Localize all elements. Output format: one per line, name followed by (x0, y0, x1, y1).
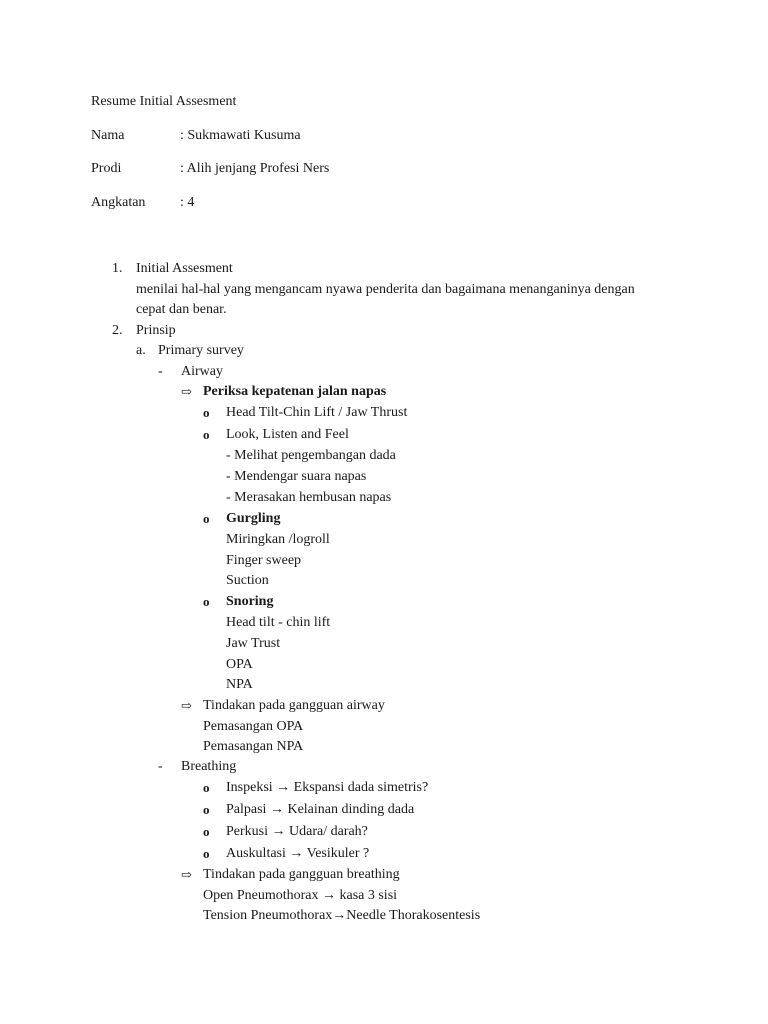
field-label-nama: Nama (91, 128, 125, 143)
item-text: Look, Listen and Feel (226, 427, 349, 442)
right-arrow-icon: → (289, 846, 304, 861)
item-text: Suction (226, 573, 269, 588)
list-number: 1. (112, 261, 123, 276)
item-detail: Udara/ darah? (289, 824, 368, 839)
item-text: - Mendengar suara napas (226, 469, 367, 484)
item-detail: Needle Thorakosentesis (346, 908, 481, 923)
item-text (226, 844, 369, 865)
list-item-title: Prinsip (136, 323, 176, 338)
sublist-letter: a. (136, 343, 146, 358)
item-text: - Merasakan hembusan napas (226, 490, 392, 505)
item-text (203, 886, 397, 907)
item-text: OPA (226, 657, 253, 672)
right-arrow-icon: → (271, 824, 286, 839)
circle-bullet: o (203, 594, 210, 609)
field-label-prodi: Prodi (91, 161, 122, 176)
dash-bullet: - (158, 759, 163, 774)
item-text: Tindakan pada gangguan breathing (203, 867, 400, 882)
right-arrow-icon: → (276, 780, 291, 795)
list-number: 2. (112, 323, 123, 338)
periksa-heading: Periksa kepatenan jalan napas (203, 384, 387, 399)
dash-bullet: - (158, 364, 163, 379)
section-breathing: Breathing (181, 759, 237, 774)
item-text: Jaw Trust (226, 636, 281, 651)
item-term: Open Pneumothorax (203, 888, 319, 903)
arrow-bullet-icon: ⇨ (181, 867, 192, 882)
item-heading-gurgling: Gurgling (226, 511, 281, 526)
item-text: Miringkan /logroll (226, 532, 330, 547)
item-term: Perkusi (226, 824, 268, 839)
arrow-bullet-icon: ⇨ (181, 384, 192, 399)
item-term: Tension Pneumothorax (203, 908, 333, 923)
circle-bullet: o (203, 802, 210, 817)
item-text: - Melihat pengembangan dada (226, 448, 396, 463)
item-term: Auskultasi (226, 846, 286, 861)
circle-bullet: o (203, 824, 210, 839)
list-item-title: Initial Assesment (136, 261, 233, 276)
right-arrow-icon: → (332, 908, 347, 923)
item-text (203, 906, 480, 927)
item-text: Pemasangan NPA (203, 739, 304, 754)
circle-bullet: o (203, 427, 210, 442)
item-heading-snoring: Snoring (226, 594, 274, 609)
item-text: Finger sweep (226, 553, 302, 568)
field-value-prodi: : Alih jenjang Profesi Ners (180, 161, 330, 176)
circle-bullet: o (203, 511, 210, 526)
circle-bullet: o (203, 780, 210, 795)
item-text: Head Tilt-Chin Lift / Jaw Thrust (226, 405, 408, 420)
document-title: Resume Initial Assesment (91, 94, 237, 109)
item-text (226, 822, 368, 843)
item-term: Palpasi (226, 802, 267, 817)
field-value-angkatan: : 4 (180, 195, 195, 210)
sublist-title: Primary survey (158, 343, 244, 358)
circle-bullet: o (203, 846, 210, 861)
field-label-angkatan: Angkatan (91, 195, 146, 210)
right-arrow-icon: → (269, 802, 284, 817)
right-arrow-icon: → (321, 888, 336, 903)
item-text (226, 778, 428, 799)
arrow-bullet-icon: ⇨ (181, 698, 192, 713)
circle-bullet: o (203, 405, 210, 420)
item-detail: Kelainan dinding dada (287, 802, 415, 817)
item-text (226, 800, 414, 821)
item-text: NPA (226, 677, 253, 692)
item-text: Pemasangan OPA (203, 719, 304, 734)
item-text: Tindakan pada gangguan airway (203, 698, 385, 713)
item-text: Head tilt - chin lift (226, 615, 331, 630)
item-detail: Vesikuler ? (306, 846, 370, 861)
item-term: Inspeksi (226, 780, 273, 795)
list-item-text: cepat dan benar. (136, 302, 227, 317)
field-value-nama: : Sukmawati Kusuma (180, 128, 301, 143)
section-airway: Airway (181, 364, 223, 379)
item-detail: kasa 3 sisi (339, 888, 398, 903)
list-item-text: menilai hal-hal yang mengancam nyawa penderita dan bagaimana menanganinya dengan (136, 282, 635, 297)
item-detail: Ekspansi dada simetris? (293, 780, 429, 795)
